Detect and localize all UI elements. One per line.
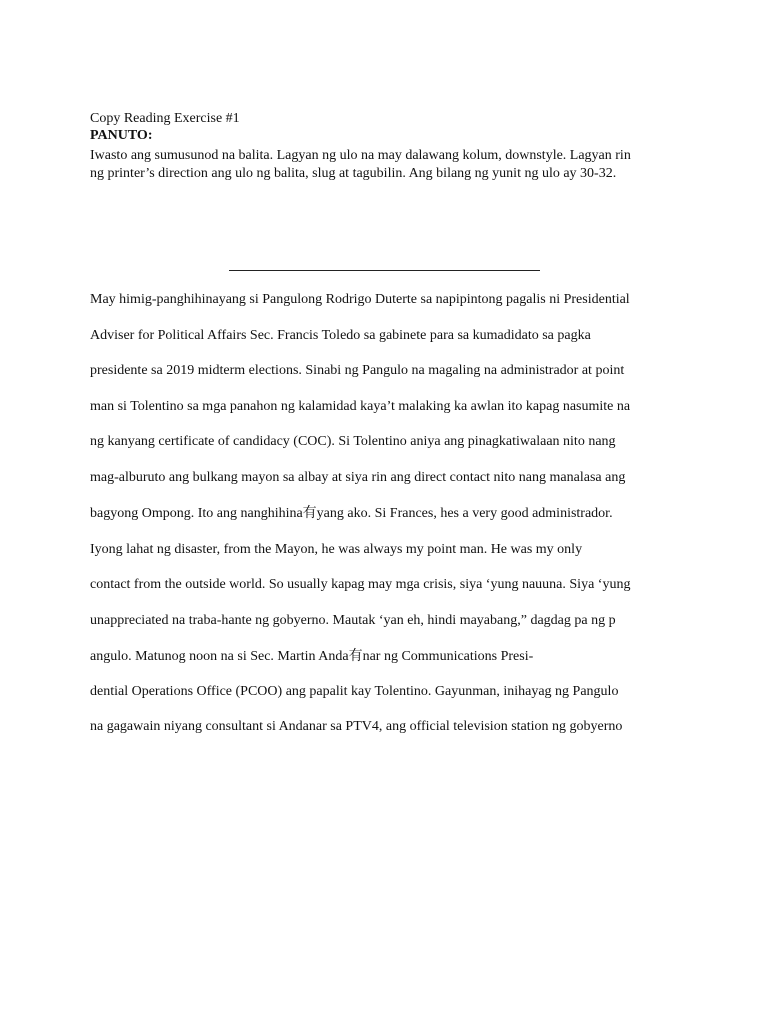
instructions-label: PANUTO: [90,128,153,143]
body-line: Adviser for Political Affairs Sec. Francis Toledo sa gabinete para sa kumadidato sa pagka [90,328,591,343]
body-line: Iyong lahat ng disaster, from the Mayon, he was always my point man. He was my only [90,542,583,557]
body-line: angulo. Matunog noon na si Sec. Martin Anda有nar ng Communications Presi- [90,649,534,664]
body-line: May himig-panghihinayang si Pangulong Rodrigo Duterte sa napipintong pagalis ni Presidential [90,292,630,307]
body-line: na gagawain niyang consultant si Andanar sa PTV4, ang official television station ng gobyerno [90,719,623,734]
exercise-title: Copy Reading Exercise #1 [90,111,240,126]
instructions-line: Iwasto ang sumusunod na balita. Lagyan ng ulo na may dalawang kolum, downstyle. Lagyan rin [90,148,631,163]
body-line: mag-alburuto ang bulkang mayon sa albay at siya rin ang direct contact nito nang manalasa ang [90,470,626,485]
body-line: unappreciated na traba-hante ng gobyerno. Mautak ‘yan eh, hindi mayabang,” dagdag pa ng p [90,613,616,628]
body-line: dential Operations Office (PCOO) ang papalit kay Tolentino. Gayunman, inihayag ng Pangulo [90,684,619,699]
body-line: bagyong Ompong. Ito ang nanghihina有yang ako. Si Frances, hes a very good administrador. [90,506,613,521]
body-line: presidente sa 2019 midterm elections. Sinabi ng Pangulo na magaling na administrador at point [90,363,625,378]
body-line: ng kanyang certificate of candidacy (COC). Si Tolentino aniya ang pinagkatiwalaan nito nang [90,434,616,449]
body-line: man si Tolentino sa mga panahon ng kalamidad kaya’t malaking ka awlan ito kapag nasumite na [90,399,631,414]
headline-blank-line [229,270,540,271]
body-line: contact from the outside world. So usually kapag may mga crisis, siya ‘yung nauuna. Siya ‘yung [90,577,631,592]
instructions-line: ng printer’s direction ang ulo ng balita, slug at tagubilin. Ang bilang ng yunit ng ulo ay 30-32. [90,166,617,181]
